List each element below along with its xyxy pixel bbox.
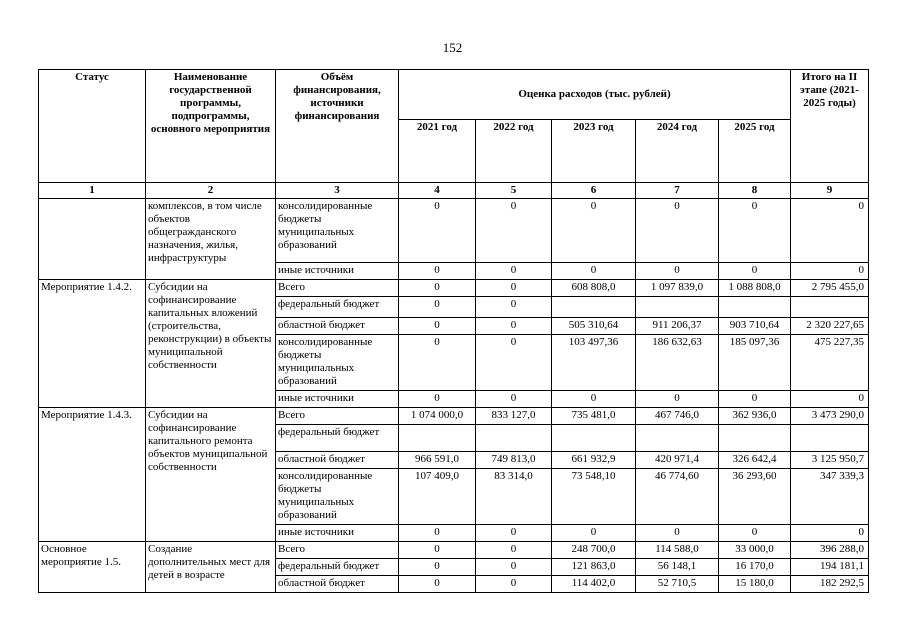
- name-cell: Субсидии на софинансирование капитальных вложений (строительства, реконструкции) в объекты муниципальной собственности: [146, 280, 276, 408]
- table-cell-value: 420 971,4: [636, 452, 719, 469]
- table-cell-value: [552, 425, 636, 452]
- table-cell-value: 505 310,64: [552, 318, 636, 335]
- table-cell-value: [552, 297, 636, 318]
- table-row: [39, 280, 869, 297]
- source-cell: иные источники: [276, 391, 399, 408]
- table-cell-value: 1 088 808,0: [719, 280, 791, 297]
- table-cell-value: 966 591,0: [399, 452, 476, 469]
- table-cell-value: 0: [719, 525, 791, 542]
- source-cell: иные источники: [276, 263, 399, 280]
- column-number: 2: [146, 183, 276, 199]
- table-cell-value: [719, 425, 791, 452]
- column-number: 6: [552, 183, 636, 199]
- table-cell-value: 0: [719, 263, 791, 280]
- table-cell-value: 0: [476, 576, 552, 593]
- table-cell-value: 186 632,63: [636, 335, 719, 391]
- table-cell-value: [399, 425, 476, 452]
- table-cell-value: 0: [399, 335, 476, 391]
- table-cell-value: [719, 297, 791, 318]
- source-cell: Всего: [276, 408, 399, 425]
- table-cell-value: 0: [552, 391, 636, 408]
- column-number: 9: [791, 183, 869, 199]
- table-cell-value: [791, 297, 869, 318]
- table-cell-value: 347 339,3: [791, 469, 869, 525]
- table-cell-value: 0: [476, 559, 552, 576]
- table-cell-value: [791, 425, 869, 452]
- header-year: 2022 год: [476, 120, 552, 183]
- source-cell: Всего: [276, 280, 399, 297]
- table-cell-value: 0: [399, 525, 476, 542]
- table-cell-value: 0: [636, 391, 719, 408]
- table-cell-value: 1 074 000,0: [399, 408, 476, 425]
- table-cell-value: 0: [719, 199, 791, 263]
- table-cell-value: 0: [476, 525, 552, 542]
- table-cell-value: 3 125 950,7: [791, 452, 869, 469]
- source-cell: консолидированные бюджеты муниципальных образований: [276, 199, 399, 263]
- source-cell: консолидированные бюджеты муниципальных образований: [276, 335, 399, 391]
- table-cell-value: 0: [636, 199, 719, 263]
- source-cell: консолидированные бюджеты муниципальных образований: [276, 469, 399, 525]
- table-cell-value: 0: [399, 280, 476, 297]
- table-cell-value: 903 710,64: [719, 318, 791, 335]
- header-name: Наименование государственной программы, подпрограммы, основного мероприятия: [146, 70, 276, 183]
- budget-table: [38, 69, 869, 593]
- table-cell-value: 0: [476, 318, 552, 335]
- table-cell-value: 0: [399, 559, 476, 576]
- table-cell-value: 0: [399, 297, 476, 318]
- header-status: Статус: [39, 70, 146, 183]
- table-cell-value: 0: [636, 263, 719, 280]
- table-cell-value: 0: [476, 335, 552, 391]
- table-cell-value: 0: [552, 199, 636, 263]
- table-cell-value: 833 127,0: [476, 408, 552, 425]
- column-number-row: [39, 183, 869, 199]
- column-number: 8: [719, 183, 791, 199]
- source-cell: областной бюджет: [276, 318, 399, 335]
- table-cell-value: 0: [552, 525, 636, 542]
- table-cell-value: 0: [399, 391, 476, 408]
- table-cell-value: 0: [399, 199, 476, 263]
- table-cell-value: 749 813,0: [476, 452, 552, 469]
- table-cell-value: 3 473 290,0: [791, 408, 869, 425]
- table-cell-value: 467 746,0: [636, 408, 719, 425]
- table-cell-value: 73 548,10: [552, 469, 636, 525]
- table-cell-value: 52 710,5: [636, 576, 719, 593]
- table-cell-value: 182 292,5: [791, 576, 869, 593]
- table-cell-value: 0: [399, 263, 476, 280]
- page-number: 152: [442, 40, 463, 55]
- header-year: 2023 год: [552, 120, 636, 183]
- table-row: [39, 542, 869, 559]
- table-cell-value: 0: [476, 263, 552, 280]
- table-cell-value: 15 180,0: [719, 576, 791, 593]
- table-cell-value: 114 588,0: [636, 542, 719, 559]
- status-cell: Основное мероприятие 1.5.: [39, 542, 146, 593]
- table-cell-value: 0: [399, 318, 476, 335]
- column-number: 7: [636, 183, 719, 199]
- table-cell-value: 396 288,0: [791, 542, 869, 559]
- table-cell-value: 911 206,37: [636, 318, 719, 335]
- table-cell-value: 2 320 227,65: [791, 318, 869, 335]
- source-cell: федеральный бюджет: [276, 559, 399, 576]
- column-number: 5: [476, 183, 552, 199]
- source-cell: иные источники: [276, 525, 399, 542]
- status-cell: Мероприятие 1.4.3.: [39, 408, 146, 542]
- table-cell-value: 0: [399, 542, 476, 559]
- table-cell-value: 1 097 839,0: [636, 280, 719, 297]
- header-total: Итого на II этапе (2021-2025 годы): [791, 70, 869, 183]
- table-cell-value: 248 700,0: [552, 542, 636, 559]
- table-cell-value: 0: [476, 199, 552, 263]
- table-cell-value: 16 170,0: [719, 559, 791, 576]
- table-cell-value: 2 795 455,0: [791, 280, 869, 297]
- table-cell-value: 735 481,0: [552, 408, 636, 425]
- table-cell-value: 0: [791, 391, 869, 408]
- column-number: 3: [276, 183, 399, 199]
- source-cell: областной бюджет: [276, 576, 399, 593]
- name-cell: Субсидии на софинансирование капитального ремонта объектов муниципальной собственности: [146, 408, 276, 542]
- table-cell-value: 0: [476, 542, 552, 559]
- table-cell-value: 121 863,0: [552, 559, 636, 576]
- table-cell-value: 362 936,0: [719, 408, 791, 425]
- source-cell: областной бюджет: [276, 452, 399, 469]
- table-cell-value: 608 808,0: [552, 280, 636, 297]
- table-cell-value: 185 097,36: [719, 335, 791, 391]
- table-cell-value: 107 409,0: [399, 469, 476, 525]
- table-cell-value: 0: [791, 525, 869, 542]
- table-cell-value: 0: [791, 263, 869, 280]
- table-cell-value: 0: [476, 391, 552, 408]
- table-cell-value: 326 642,4: [719, 452, 791, 469]
- table-row: [39, 199, 869, 263]
- table-cell-value: 194 181,1: [791, 559, 869, 576]
- source-cell: федеральный бюджет: [276, 297, 399, 318]
- table-cell-value: 0: [719, 391, 791, 408]
- status-cell: [39, 199, 146, 280]
- table-cell-value: 0: [399, 576, 476, 593]
- column-number: 4: [399, 183, 476, 199]
- header-estimate: Оценка расходов (тыс. рублей): [399, 70, 791, 120]
- table-cell-value: 0: [791, 199, 869, 263]
- table-cell-value: 56 148,1: [636, 559, 719, 576]
- header-year: 2024 год: [636, 120, 719, 183]
- status-cell: Мероприятие 1.4.2.: [39, 280, 146, 408]
- table-cell-value: [636, 297, 719, 318]
- header-year: 2021 год: [399, 120, 476, 183]
- table-cell-value: 46 774,60: [636, 469, 719, 525]
- table-cell-value: 661 932,9: [552, 452, 636, 469]
- source-cell: Всего: [276, 542, 399, 559]
- table-cell-value: 0: [636, 525, 719, 542]
- name-cell: комплексов, в том числе объектов общегражданского назначения, жилья, инфраструктуры: [146, 199, 276, 280]
- table-cell-value: 33 000,0: [719, 542, 791, 559]
- table-cell-value: 36 293,60: [719, 469, 791, 525]
- header-year: 2025 год: [719, 120, 791, 183]
- table-cell-value: [636, 425, 719, 452]
- table-cell-value: 475 227,35: [791, 335, 869, 391]
- table-cell-value: [476, 425, 552, 452]
- table-body: [39, 199, 869, 593]
- table-cell-value: 0: [476, 280, 552, 297]
- source-cell: федеральный бюджет: [276, 425, 399, 452]
- name-cell: Создание дополнительных мест для детей в возрасте: [146, 542, 276, 593]
- header-volume: Объём финансирования, источники финансирования: [276, 70, 399, 183]
- column-number: 1: [39, 183, 146, 199]
- table-cell-value: 83 314,0: [476, 469, 552, 525]
- table-cell-value: 0: [476, 297, 552, 318]
- table-row: [39, 408, 869, 425]
- table-cell-value: 0: [552, 263, 636, 280]
- table-cell-value: 103 497,36: [552, 335, 636, 391]
- table-cell-value: 114 402,0: [552, 576, 636, 593]
